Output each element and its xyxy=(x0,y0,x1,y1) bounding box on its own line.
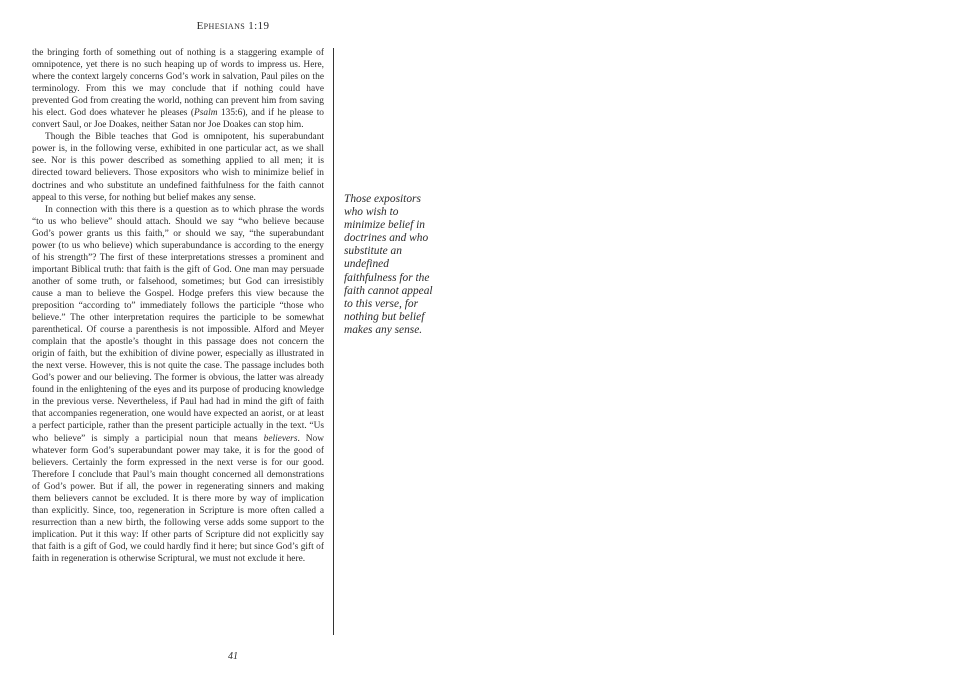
scripture-reference: Psalm xyxy=(194,108,218,119)
body-text xyxy=(32,47,324,565)
paragraph-text: the bringing forth of something out of nothing is a staggering example of omnipotence, yet there is no such heaping up of words to impress us. Here, where the context largely concerns God’s work in salvation, Paul piles on the terminology. From this we may conclude that if nothing could have prevented God from creating the world, nothing can prevent him from saving his elect. God does whatever he pleases ( xyxy=(32,48,324,119)
paragraph-text: In connection with this there is a question as to which phrase the words “to us who believe” should attach. Should we say “who believe because God’s power grants us this faith,” or should we say, “the superabundant power (to us who believe) which superabundance is according to the energy of his strength”? The first of these interpretations stresses a prominent and important Biblical truth: that faith is the gift of God. One man may persuade another of some truth, or falsehood, sometimes; but God can irresistibly cause a man to believe the Gospel. Hodge prefers this view because the preposition “according to” immediately follows the participle “those who believe.” The other interpretation requires the participle to be somewhat parenthetical. Of course a parenthesis is not impossible. Alford and Meyer complain that the apostle’s thought in this passage does not concern the origin of faith, but the exhibition of divine power, especially as illustrated in the next verse. However, this is not quite the case. The passage includes both God’s power and our believing. The former is obvious, the latter was already found in the enlightening of the eyes and its purpose of producing knowledge in the previous verse. Nevertheless, if Paul had had in mind the gift of faith that accompanies regeneration, one would have expected an aorist, or at least a perfect participle, rather than the present participle actually in the text. “Us who believe” is simply a participial noun that means xyxy=(32,204,324,444)
paragraph-text: 135:6), and if he please to convert Saul, or Joe Doakes, neither Satan nor Joe Doakes can stop him. xyxy=(32,108,324,131)
paragraph: Though the Bible teaches that God is omnipotent, his superabundant power is, in the following verse, exhibited in one particular act, as we shall see. Nor is this power described as something applied to all men; it is directed toward believers. Those expositors who wish to minimize belief in doctrines and who substitute an undefined faithfulness for the faith cannot appeal to this verse, for nothing but belief makes any sense. xyxy=(32,132,324,203)
paragraph-text: . Now whatever form God’s superabundant power may take, it is for the good of believers. Certainly the form expressed in the next verse is for our good. Therefore I conclude that Paul’s main thought concerned all demonstrations of God’s power. But if all, the power in regenerating sinners and making them believers cannot be excluded. It is there more by way of implication than explicitly. Since, too, regeneration in Scripture is more often called a resurrection than a new birth, the following verse adds some support to the implication. Put it this way: If other parts of Scripture did not explicitly say that faith is a gift of God, we could hardly find it here; but since God’s gift of faith in regeneration is otherwise Scriptural, we must not exclude it here. xyxy=(32,433,324,564)
column-divider xyxy=(333,48,334,635)
paragraph xyxy=(32,47,324,131)
running-head: Ephesians 1:19 xyxy=(196,20,270,32)
emphasized-term: believers xyxy=(263,433,298,444)
page-number: 41 xyxy=(228,651,238,662)
pull-quote: Those expositors who wish to minimize belief in doctrines and who substitute an undefined faithfulness for the faith cannot appeal to this verse, for nothing but belief makes any sense. xyxy=(344,193,433,336)
paragraph xyxy=(32,204,324,565)
